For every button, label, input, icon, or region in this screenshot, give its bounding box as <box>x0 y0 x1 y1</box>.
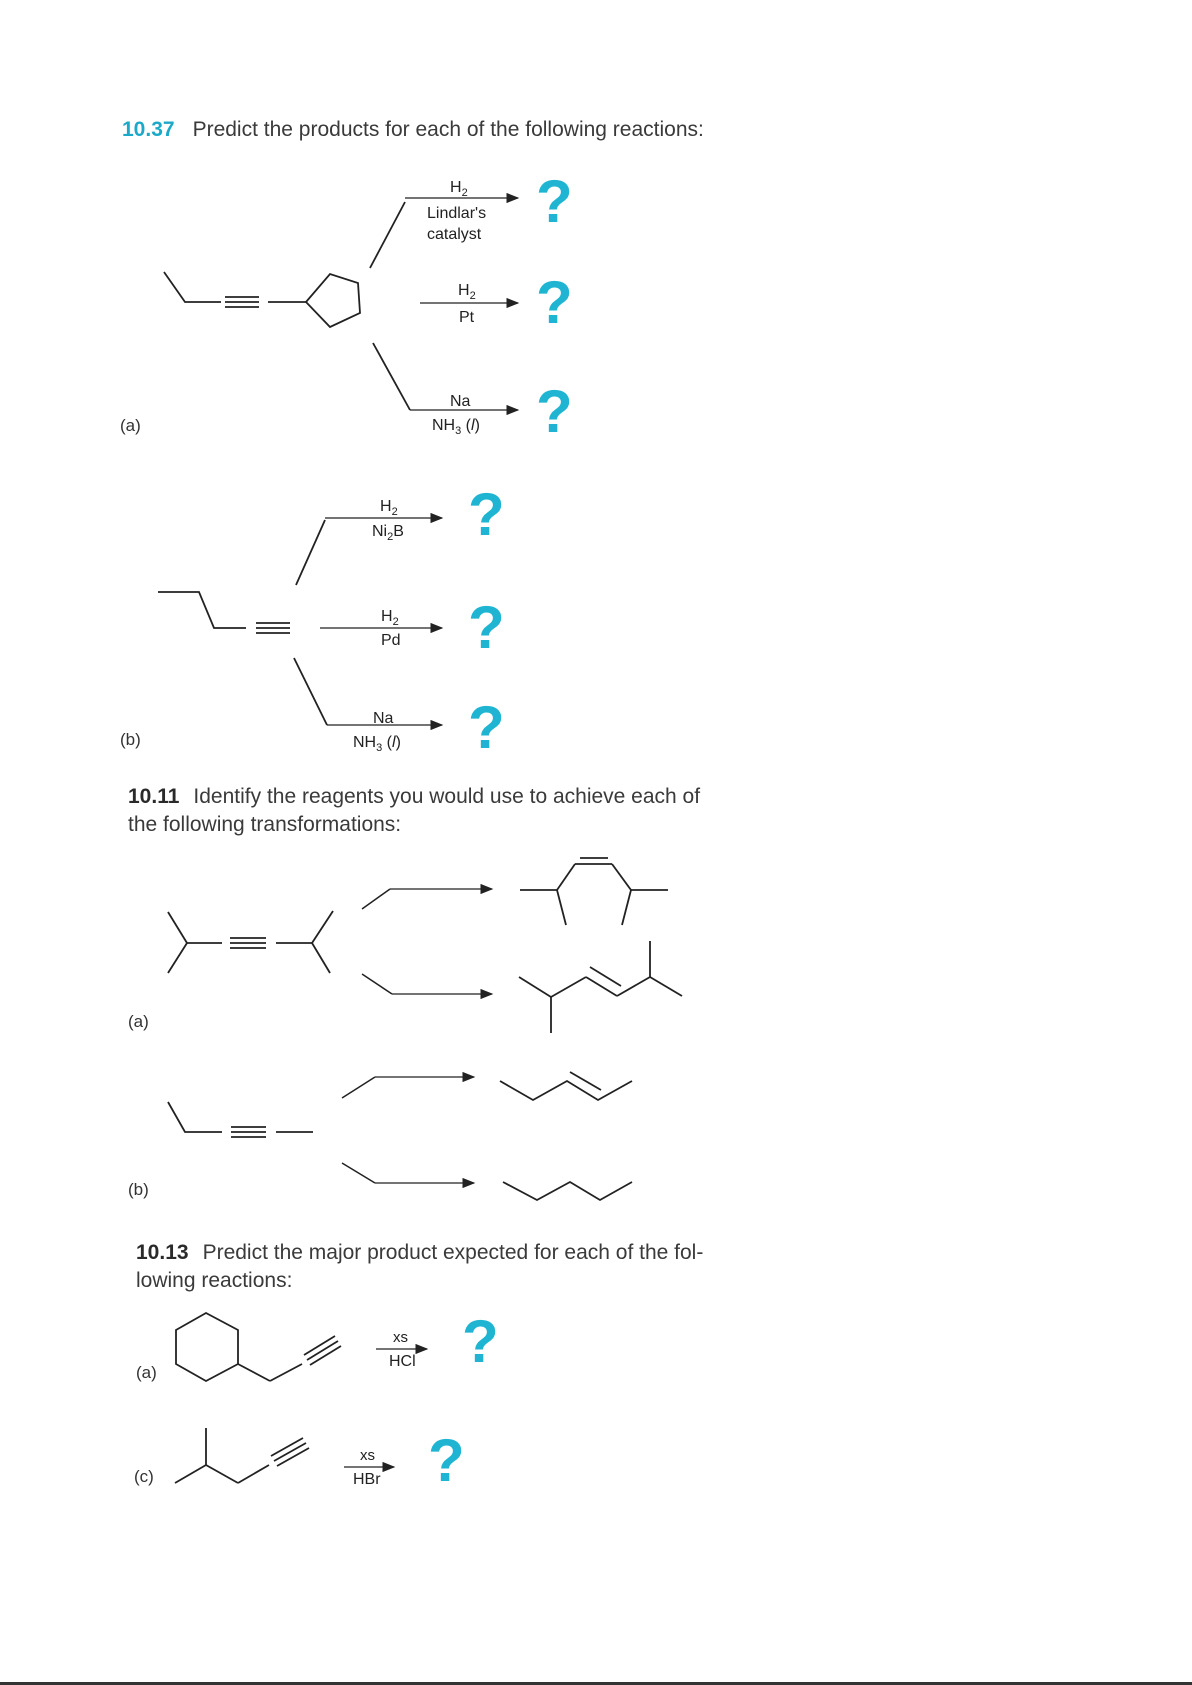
transform-arrow-b1 <box>342 1077 375 1098</box>
reagent-b1-top: $H_2$ <box>380 498 398 518</box>
reagent-a2-bottom: Pt <box>459 309 475 326</box>
transform-arrow-b2 <box>342 1163 375 1183</box>
part-label-1013a: (a) <box>136 1363 157 1382</box>
unknown-product-a3: ? <box>536 378 573 445</box>
trans-alkene-product-structure <box>519 941 682 1033</box>
alkyne-butyl-structure <box>158 520 327 725</box>
reagent-1013a-bottom: HCl <box>389 1353 416 1370</box>
unknown-product-a2: ? <box>536 269 573 336</box>
part-label-1037a: (a) <box>120 416 141 435</box>
unknown-product-b3: ? <box>468 694 505 761</box>
transform-arrow-a1 <box>362 889 390 909</box>
problem-10-13-heading-line2: lowing reactions: <box>136 1269 293 1292</box>
problem-number: 10.13 <box>136 1241 189 1264</box>
cyclohexyl-propyne-structure <box>176 1313 341 1381</box>
unknown-product-b2: ? <box>468 594 505 661</box>
reagent-b1-bottom: $Ni_2B$ <box>372 523 404 543</box>
reagent-a1-bottom-2: catalyst <box>427 226 482 243</box>
unknown-product-1013a: ? <box>462 1308 499 1375</box>
problem-number: 10.11 <box>128 785 180 808</box>
part-label-1037b: (b) <box>120 730 141 749</box>
reagent-b2-top: $H_2$ <box>381 608 399 628</box>
problem-text-line1: Identify the reagents you would use to achieve each of <box>193 785 701 808</box>
transform-arrow-a2 <box>362 974 392 994</box>
alkyne-cyclopentyl-structure <box>164 202 410 410</box>
reagent-1013c-top: xs <box>360 1447 375 1464</box>
problem-text-line1: Predict the major product expected for each of the fol- <box>202 1241 704 1264</box>
pentyne-structure <box>168 1102 313 1137</box>
trans-pentene-product-structure <box>500 1072 632 1100</box>
reagent-b3-bottom: $NH_3$ (l) <box>353 734 401 754</box>
isobutyl-propyne-structure <box>175 1428 309 1483</box>
reagent-b2-bottom: Pd <box>381 632 401 649</box>
reagent-a1-bottom-1: Lindlar's <box>427 205 487 222</box>
problem-10-11-heading <box>128 783 700 811</box>
unknown-product-1013c: ? <box>428 1427 465 1494</box>
cis-alkene-product-structure <box>520 858 668 925</box>
problem-10-11-heading-line2: the following transformations: <box>128 813 402 836</box>
reagent-1013c-bottom: HBr <box>353 1471 381 1488</box>
reagent-a2-top: $H_2$ <box>458 282 476 302</box>
problem-text: Predict the products for each of the following reactions: <box>192 118 704 141</box>
unknown-product-b1: ? <box>468 481 505 548</box>
reagent-1013a-top: xs <box>393 1329 408 1346</box>
diisopropyl-alkyne-structure <box>168 911 333 973</box>
pentane-product-structure <box>503 1182 632 1200</box>
problem-number: 10.37 <box>122 118 175 141</box>
unknown-product-a1: ? <box>536 168 573 235</box>
reagent-b3-top: Na <box>373 710 394 727</box>
part-label-1011a: (a) <box>128 1012 149 1031</box>
reagent-a1-top: $H_2$ <box>450 179 468 199</box>
reagent-a3-top: Na <box>450 393 471 410</box>
part-label-1011b: (b) <box>128 1180 149 1199</box>
part-label-1013c: (c) <box>134 1467 154 1486</box>
problem-10-13-heading <box>136 1239 703 1267</box>
reagent-a3-bottom: $NH_3$ (l) <box>432 417 480 437</box>
